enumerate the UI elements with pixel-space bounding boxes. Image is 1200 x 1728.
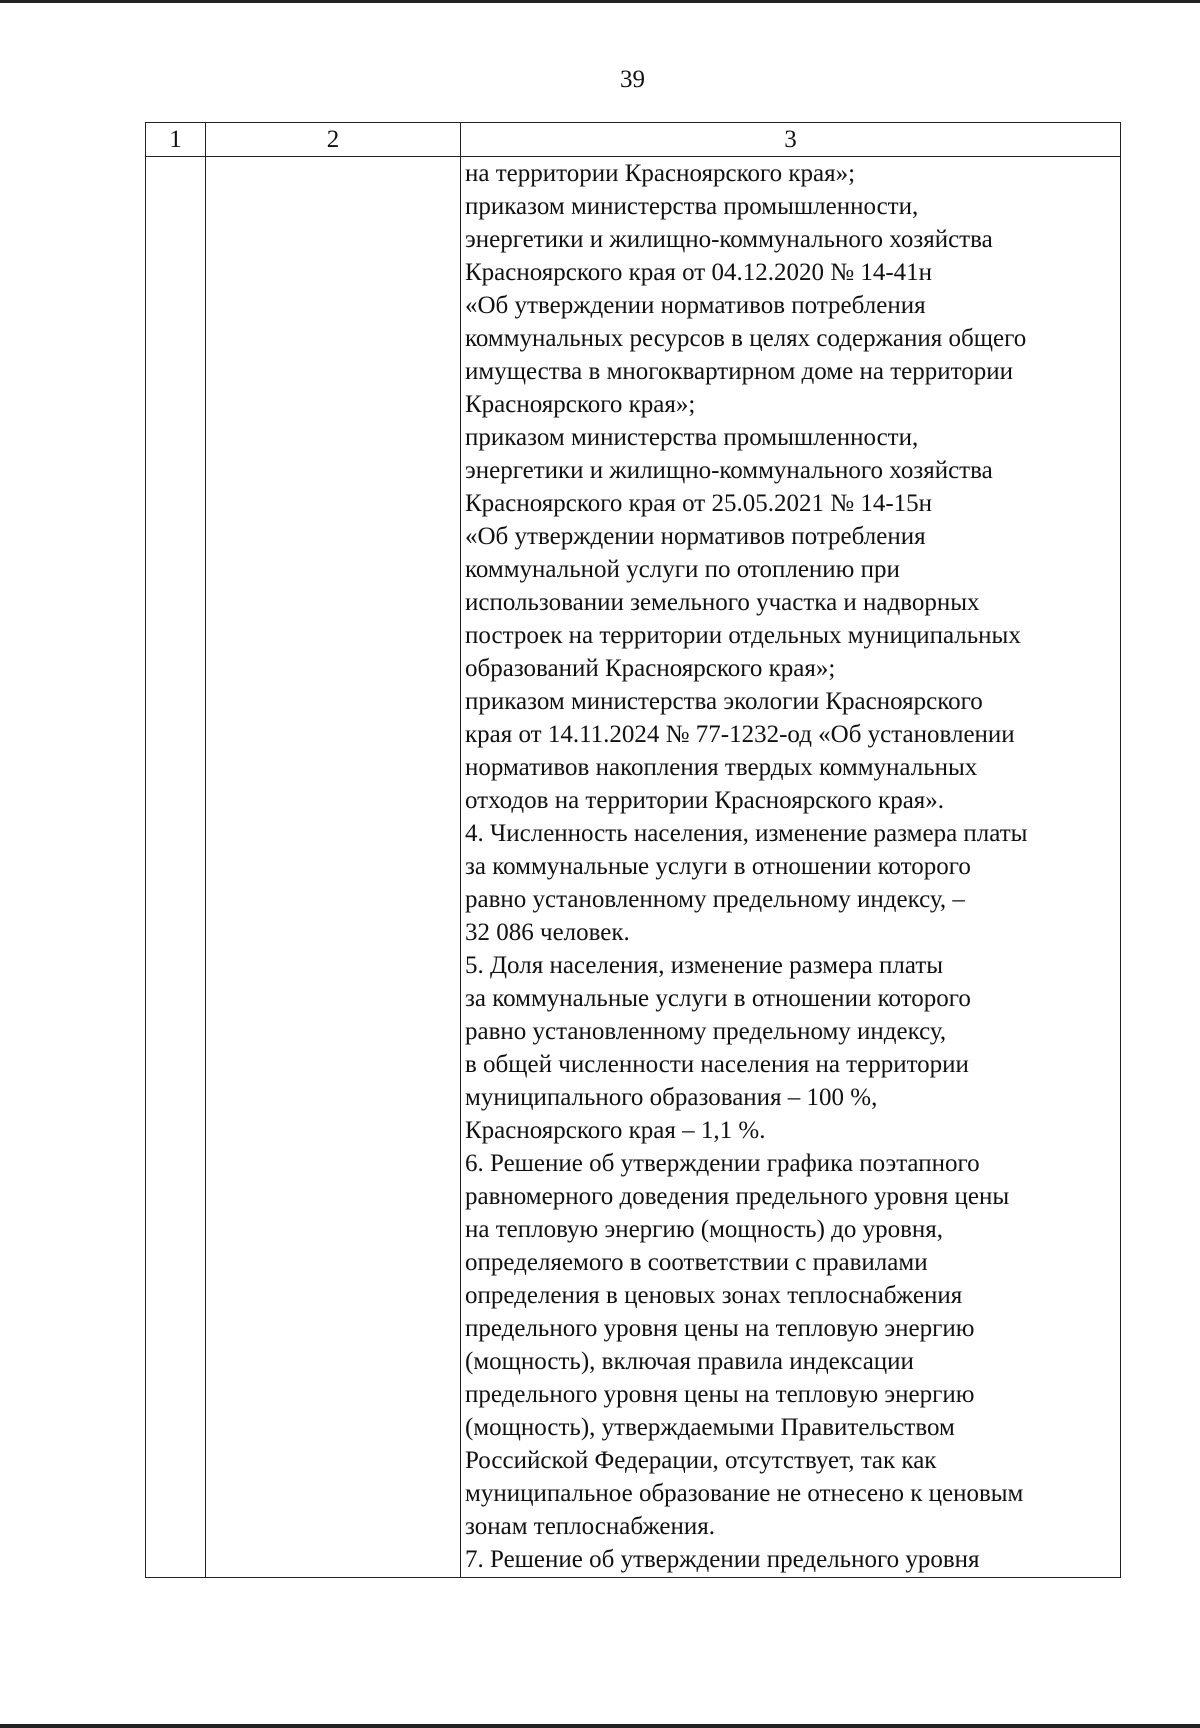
text-line: построек на территории отдельных муниципальных xyxy=(465,622,1021,649)
text-line: равно установленному предельному индексу, xyxy=(465,1018,947,1045)
text-line: приказом министерства промышленности, xyxy=(465,424,919,451)
cell-col1 xyxy=(146,157,206,1578)
text-line: приказом министерства промышленности, xyxy=(465,193,919,220)
text-line: муниципального образования – 100 %, xyxy=(465,1084,878,1111)
text-line: края от 14.11.2024 № 77-1232-од «Об установлении xyxy=(465,721,1015,748)
text-line: Красноярского края от 04.12.2020 № 14-41н xyxy=(465,259,933,286)
text-line: (мощность), утверждаемыми Правительством xyxy=(465,1414,955,1441)
text-line: определения в ценовых зонах теплоснабжения xyxy=(465,1282,963,1309)
text-line: образований Красноярского края»; xyxy=(465,655,836,682)
text-line: зонам теплоснабжения. xyxy=(465,1513,715,1540)
text-line: 32 086 человек. xyxy=(465,919,630,946)
cell-col3 xyxy=(461,157,1121,1578)
text-line: равномерного доведения предельного уровня цены xyxy=(465,1183,1010,1210)
text-line: за коммунальные услуги в отношении которого xyxy=(465,853,971,880)
text-line: 5. Доля населения, изменение размера платы xyxy=(465,952,944,979)
document-table xyxy=(145,122,1121,1578)
header-cell-2: 2 xyxy=(206,123,461,157)
text-line: 6. Решение об утверждении графика поэтапного xyxy=(465,1150,980,1177)
table-row xyxy=(146,157,1121,1578)
scan-edge-bottom xyxy=(0,1724,1200,1728)
text-line: нормативов накопления твердых коммунальных xyxy=(465,754,978,781)
header-cell-3: 3 xyxy=(461,123,1121,157)
text-line: отходов на территории Красноярского края». xyxy=(465,787,945,814)
text-line: приказом министерства экологии Красноярского xyxy=(465,688,983,715)
cell-col2 xyxy=(206,157,461,1578)
text-line: 4. Численность населения, изменение размера платы xyxy=(465,820,1028,847)
text-line: предельного уровня цены на тепловую энергию xyxy=(465,1381,975,1408)
text-line: коммунальных ресурсов в целях содержания общего xyxy=(465,325,1027,352)
text-line: предельного уровня цены на тепловую энергию xyxy=(465,1315,975,1342)
cell-col3-text xyxy=(465,157,1120,1576)
scan-edge-top xyxy=(0,0,1200,3)
text-line: имущества в многоквартирном доме на территории xyxy=(465,358,1013,385)
text-line: Красноярского края»; xyxy=(465,391,696,418)
header-cell-1: 1 xyxy=(146,123,206,157)
text-line: Российской Федерации, отсутствует, так как xyxy=(465,1447,937,1474)
text-line: (мощность), включая правила индексации xyxy=(465,1348,914,1375)
text-line: Красноярского края от 25.05.2021 № 14-15н xyxy=(465,490,933,517)
text-line: «Об утверждении нормативов потребления xyxy=(465,292,926,319)
text-line: коммунальной услуги по отоплению при xyxy=(465,556,900,583)
text-line: 7. Решение об утверждении предельного уровня xyxy=(465,1546,980,1573)
text-line: равно установленному предельному индексу, – xyxy=(465,886,965,913)
table-header-row xyxy=(146,123,1121,157)
page-number: 39 xyxy=(620,66,645,93)
text-line: использовании земельного участка и надворных xyxy=(465,589,980,616)
text-line: муниципальное образование не отнесено к ценовым xyxy=(465,1480,1024,1507)
text-line: на тепловую энергию (мощность) до уровня, xyxy=(465,1216,944,1243)
text-line: за коммунальные услуги в отношении которого xyxy=(465,985,971,1012)
text-line: «Об утверждении нормативов потребления xyxy=(465,523,926,550)
text-line: определяемого в соответствии с правилами xyxy=(465,1249,928,1276)
text-line: Красноярского края – 1,1 %. xyxy=(465,1117,766,1144)
text-line: в общей численности населения на территории xyxy=(465,1051,969,1078)
text-line: энергетики и жилищно-коммунального хозяйства xyxy=(465,226,993,253)
text-line: на территории Красноярского края»; xyxy=(465,160,856,187)
text-line: энергетики и жилищно-коммунального хозяйства xyxy=(465,457,993,484)
